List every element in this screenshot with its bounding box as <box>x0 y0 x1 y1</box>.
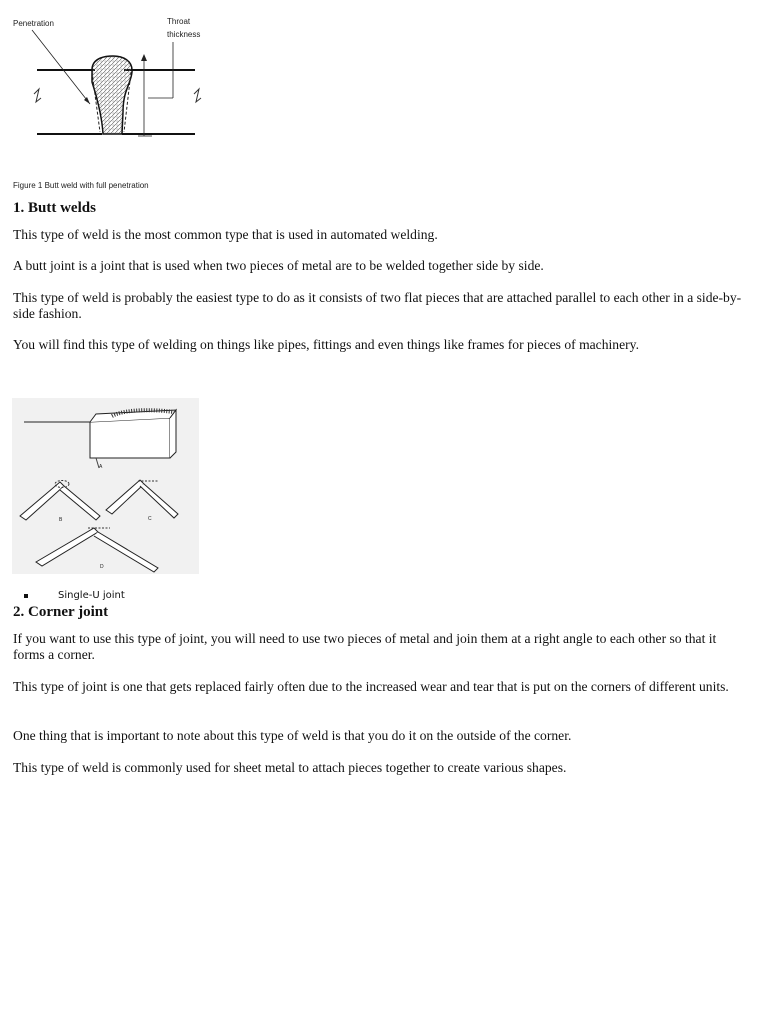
figure2-label-b: B <box>59 517 63 523</box>
section1-paragraph-3: This type of weld is probably the easiest type to do as it consists of two flat pieces that are attached parallel to each other in a side-by-side fashion. <box>13 290 742 321</box>
section2-paragraph-3: One thing that is important to note about this type of weld is that you do it on the outside of the corner. <box>13 728 572 743</box>
bullet-list-item <box>24 589 125 603</box>
penetration-label: Penetration <box>13 19 54 28</box>
section2-paragraph-2: This type of joint is one that gets replaced fairly often due to the increased wear and tear that is put on the corners of different units. <box>13 679 729 694</box>
section1-paragraph-4: You will find this type of welding on things like pipes, fittings and even things like frames for pieces of machinery. <box>13 337 639 352</box>
section2-paragraph-4: This type of weld is commonly used for sheet metal to attach pieces together to create various shapes. <box>13 760 567 775</box>
throat-label-line1: Throat <box>167 17 191 26</box>
figure2-label-c: C <box>148 516 152 522</box>
bullet-icon <box>24 594 28 598</box>
section2-heading: 2. Corner joint <box>13 604 109 620</box>
butt-weld-figure <box>12 12 202 192</box>
bullet-text: Single-U joint <box>58 590 125 601</box>
section1-paragraph-2: A butt joint is a joint that is used when two pieces of metal are to be welded together side by side. <box>13 258 544 273</box>
section2-paragraph-1: If you want to use this type of joint, you will need to use two pieces of metal and join them at a right angle to each other so that it forms a corner. <box>13 631 717 662</box>
throat-label-line2: thickness <box>167 30 201 39</box>
figure2-label-d: D <box>100 564 104 570</box>
section1-paragraph-1: This type of weld is the most common type that is used in automated welding. <box>13 227 438 242</box>
figure1-caption: Figure 1 Butt weld with full penetration <box>13 181 149 190</box>
corner-joint-figure <box>12 398 199 574</box>
figure2-label-a: A <box>99 464 103 470</box>
section1-heading: 1. Butt welds <box>13 200 96 216</box>
